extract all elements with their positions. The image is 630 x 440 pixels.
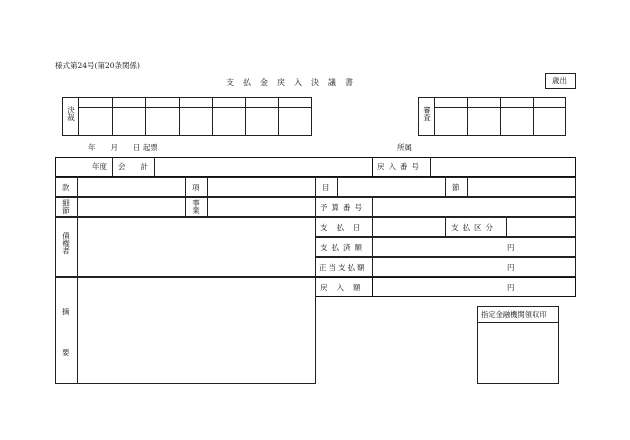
refund-number-label: 戻入番号 <box>377 162 423 171</box>
kou-label: 項 <box>192 183 200 192</box>
summary-label-top: 摘 <box>62 307 70 316</box>
drafted-date: 年 月 日 起票 <box>88 143 158 152</box>
kan-label: 款 <box>62 183 70 192</box>
cell-divider <box>372 257 373 277</box>
cell-divider <box>154 157 155 177</box>
jigyo-label: 事業 <box>191 199 201 214</box>
form-title: 支払金戻入決議書 <box>226 78 362 87</box>
creditor-label: 債権者 <box>61 232 71 255</box>
creditor-block <box>55 217 316 277</box>
paid-amount-yen: 円 <box>507 243 515 252</box>
cell-divider <box>372 197 373 217</box>
approval-divider <box>278 97 279 136</box>
cell-divider <box>506 217 507 237</box>
bank-receipt-label: 指定金融機関領収印 <box>481 310 547 319</box>
cell-divider <box>430 157 431 177</box>
approval-divider <box>245 97 246 136</box>
approval-row-divider <box>78 107 312 108</box>
approval-divider <box>533 97 534 136</box>
approval-block-left <box>62 97 312 136</box>
approval-label-left: 決裁 <box>66 106 76 121</box>
cell-divider <box>77 277 78 384</box>
budget-type-label: 歳出 <box>552 76 567 85</box>
summary-label-bottom: 要 <box>62 348 70 357</box>
approval-divider <box>212 97 213 136</box>
paid-amount-label: 支払済額 <box>320 243 366 252</box>
cell-divider <box>77 217 78 277</box>
affiliation-label: 所属 <box>397 143 412 152</box>
approval-row-divider <box>434 107 566 108</box>
cell-divider <box>315 177 316 197</box>
approval-divider <box>434 97 435 136</box>
payment-date-label: 支払日 <box>320 223 370 232</box>
cell-divider <box>445 217 446 237</box>
cell-divider <box>372 277 373 297</box>
cell-divider <box>372 157 373 177</box>
cell-divider <box>337 177 338 197</box>
cell-divider <box>112 157 113 177</box>
cell-divider <box>185 177 186 197</box>
cell-divider <box>315 197 316 217</box>
cell-divider <box>467 177 468 197</box>
cell-divider <box>77 177 78 197</box>
approval-divider <box>145 97 146 136</box>
approval-block-right <box>418 97 566 136</box>
cell-divider <box>207 197 208 217</box>
cell-divider <box>185 197 186 217</box>
summary-block <box>55 277 316 384</box>
approval-divider <box>112 97 113 136</box>
correct-amount-label: 正当支払額 <box>319 263 367 272</box>
form-number: 様式第24号(第20条関係) <box>55 61 140 70</box>
cell-divider <box>372 217 373 237</box>
budget-number-label: 予算番号 <box>320 203 366 212</box>
approval-divider <box>179 97 180 136</box>
budget-type-stamp <box>545 73 576 89</box>
correct-amount-yen: 円 <box>507 263 515 272</box>
cell-divider <box>207 177 208 197</box>
saimoku-label: 細節 <box>61 199 71 214</box>
payment-category-label: 支払区分 <box>451 223 497 232</box>
cell-divider <box>77 197 78 217</box>
refund-amount-yen: 円 <box>507 283 515 292</box>
cell-divider <box>445 177 446 197</box>
account-label: 会 計 <box>118 162 148 171</box>
moku-label: 目 <box>322 183 330 192</box>
approval-divider <box>467 97 468 136</box>
approval-divider <box>500 97 501 136</box>
cell-divider <box>372 237 373 257</box>
setsu-label: 節 <box>452 183 460 192</box>
fiscal-year-label: 年度 <box>92 162 107 171</box>
approval-label-right: 審査 <box>422 106 432 121</box>
bank-receipt-divider <box>477 322 559 323</box>
refund-amount-label: 戻入額 <box>320 283 370 292</box>
approval-divider <box>78 97 79 136</box>
